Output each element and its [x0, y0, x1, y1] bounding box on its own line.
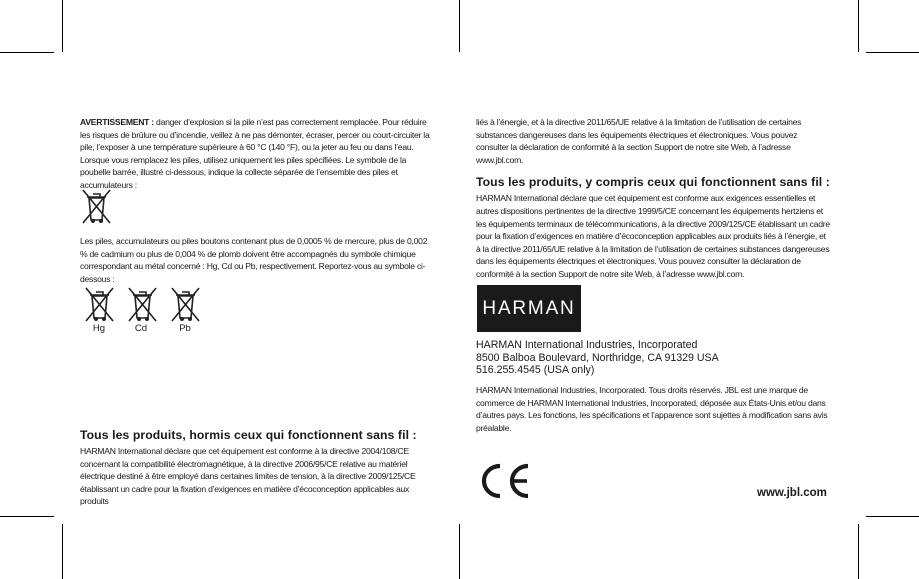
left-column: [80, 116, 434, 192]
crossed-bin-hg-icon: [83, 284, 115, 324]
warning-label: AVERTISSEMENT :: [80, 117, 154, 127]
crop-mark: [866, 516, 919, 517]
crop-mark: [858, 0, 859, 52]
crop-mark: [858, 524, 859, 579]
ce-mark-icon: [476, 462, 532, 500]
battery-warning: [80, 116, 434, 192]
continued-text: liés à l’énergie, et à la directive 2011/65/UE relative à la limitation de l’utilisation de certaines substances dangereuses dans les équipements électriques et électroniques. Vous pouvez consulter la déclaration de conformité à la section Support de notre site Web, à l’adresse www.jbl.com.: [476, 117, 802, 165]
crop-mark: [62, 0, 63, 52]
company-name: HARMAN International Industries, Incorporated: [476, 339, 698, 351]
right-column: [476, 116, 832, 281]
harman-logo: HARMAN: [477, 285, 581, 332]
street-address: 8500 Balboa Boulevard, Northridge, CA 91329 USA: [476, 351, 719, 364]
left-section: [80, 428, 436, 508]
bin-label-hg: Hg: [92, 323, 106, 334]
rights-block: [476, 384, 832, 434]
left-column-2: [80, 235, 434, 285]
bin-label-cd: Cd: [134, 323, 148, 334]
bin-label-pb: Pb: [179, 323, 191, 334]
crop-mark: [866, 52, 919, 53]
crop-mark: [0, 516, 54, 517]
crop-mark: [459, 0, 460, 52]
warning-text: danger d’explosion si la pile n’est pas correctement remplacée. Pour réduire les risques de brûlure ou d’incendie, veillez à ne pas démonter, écraser, percer ou court-circuiter la pile, l’exposer à une température supérieure à 60 °C (140 °F), ou la jeter au feu ou dans l’eau. Lorsque vous remplacez les piles, utilisez uniquement les piles spécifiées. Le symbole de la poubelle barrée, illustré ci-dessous, indique la collecte séparée de l’ensemble des piles et accumulateurs :: [80, 117, 430, 190]
phone-number: 516.255.4545 (USA only): [476, 364, 595, 377]
crop-mark: [459, 524, 460, 579]
crossed-bin-cd-icon: [126, 284, 158, 324]
website-url: www.jbl.com: [757, 487, 827, 499]
address-block: [476, 339, 832, 377]
heavy-metals-notice: Les piles, accumulateurs ou piles boutons contenant plus de 0,0005 % de mercure, plus de 0,002 % de cadmium ou plus de 0,004 % de plomb doivent être accompagnés du symbole chimique correspondant au métal concerné : Hg, Cd ou Pb, respectivement. Reportez-vous au symbole ci-dessous :: [80, 236, 428, 284]
section-body-wired: HARMAN International déclare que cet équipement est conforme à la directive 2004/108/CE concernant la compatibilité électromagnétique, à la directive 2006/95/CE relative au matériel électrique destiné à être employé dans certaines limites de tension, à la directive 2009/125/CE établissant un cadre pour la fixation d’exigences en matière d’écoconception applicables aux produits: [80, 446, 416, 507]
crossed-bin-pb-icon: [169, 284, 201, 324]
section-heading-wired: Tous les produits, hormis ceux qui fonctionnent sans fil :: [80, 428, 417, 442]
copyright-notice: HARMAN International Industries, Incorporated. Tous droits réservés. JBL est une marque de commerce de HARMAN International Industries, Incorporated, déposée aux États-Unis et/ou dans d’autres pays. Les fonctions, les spécifications et l’apparence sont sujettes à modification sans avis préalable.: [476, 385, 828, 433]
section-body-wireless: HARMAN International déclare que cet équipement est conforme aux exigences essentielles et autres dispositions pertinentes de la directive 1999/5/CE concernant les équipements hertziens et les équipements terminaux de télécommunications, à la directive 2009/125/CE établissant un cadre pour la fixation d’exigences en matière d’écoconception applicables aux produits liés à l’énergie, et à la directive 2011/65/UE relative à la limitation de l’utilisation de certaines substances dangereuses dans les équipements électriques et électroniques. Vous pouvez consulter la déclaration de conformité à la section Support de notre site Web, à l’adresse www.jbl.com.: [476, 193, 830, 279]
section-heading-wireless: Tous les produits, y compris ceux qui fonctionnent sans fil :: [476, 175, 830, 190]
crossed-bin-icon: [80, 186, 112, 226]
crop-mark: [62, 524, 63, 579]
crop-mark: [0, 52, 54, 53]
